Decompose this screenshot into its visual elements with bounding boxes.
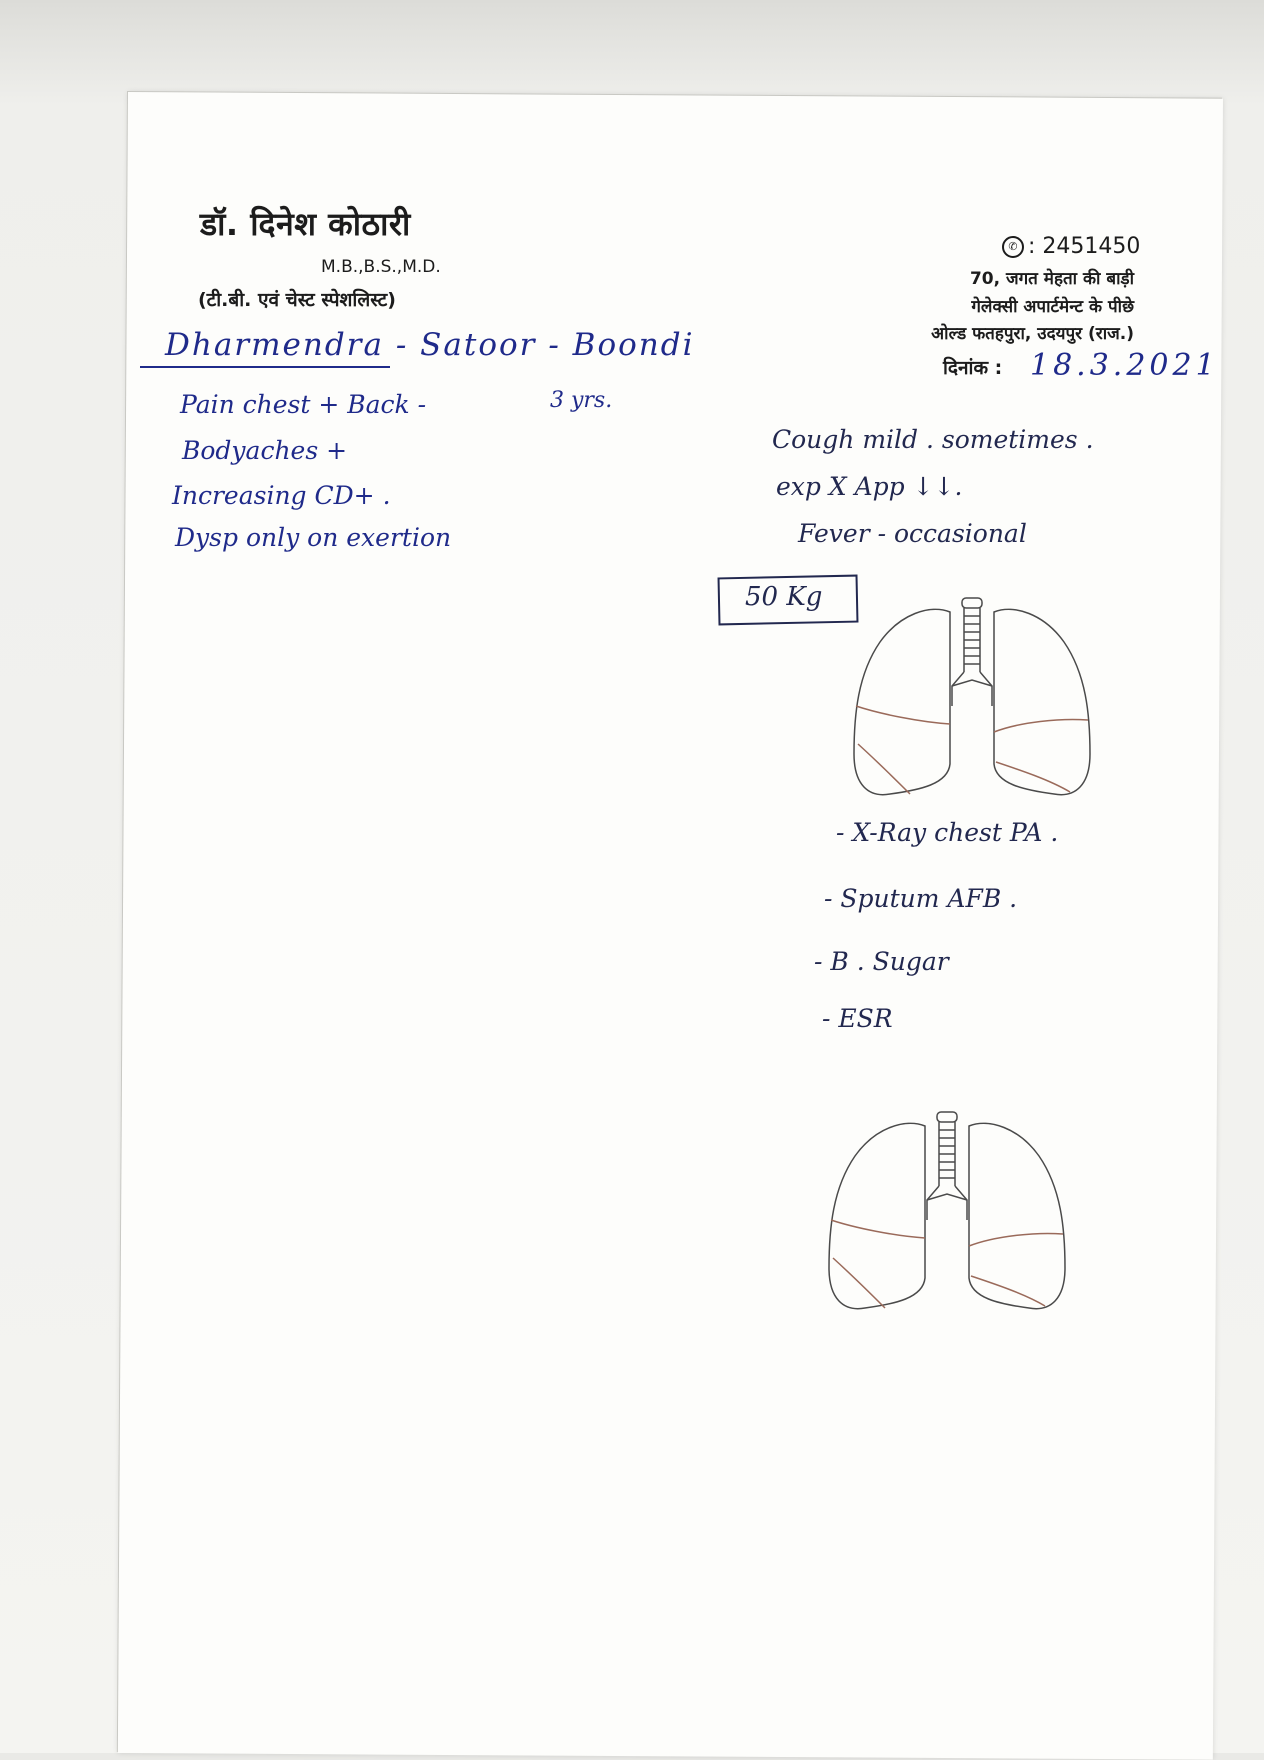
complaint-3: Increasing CD+ . [172,481,391,510]
patient-name: Dharmendra - Satoor - Boondi [165,327,695,363]
investigation-xray: - X-Ray chest PA . [836,818,1059,847]
patient-weight: 50 Kg [745,582,823,612]
investigation-sputum: - Sputum AFB . [824,884,1018,913]
patient-underline [140,366,390,368]
lungs-diagram-top [840,594,1102,810]
phone-text: : 2451450 [1028,234,1141,259]
doctor-degrees: M.B.,B.S.,M.D. [321,257,441,277]
date-label: दिनांक : [943,357,1003,379]
investigation-sugar: - B . Sugar [814,947,949,976]
address-line-1: 70, जगत मेहता की बाड़ी [969,269,1134,289]
complaint-duration: 3 yrs. [550,388,613,413]
doctor-name: डॉ. दिनेश कोठारी [200,205,411,243]
telephone-icon: ✆ [1002,236,1024,258]
doctor-specialty: (टी.बी. एवं चेस्ट स्पेशलिस्ट) [198,289,396,311]
complaint-2: Bodyaches + [182,436,348,465]
address-line-3: ओल्ड फतहपुरा, उदयपुर (राज.) [931,324,1134,344]
address-line-2: गेलेक्सी अपार्टमेन्ट के पीछे [971,297,1134,317]
history-2: exp X App ↓↓. [776,472,963,501]
investigation-esr: - ESR [822,1004,893,1033]
history-1: Cough mild . sometimes . [772,425,1094,454]
lungs-diagram-bottom [815,1108,1077,1324]
complaint-4: Dysp only on exertion [175,523,452,552]
history-3: Fever - occasional [798,519,1027,548]
phone-number [1002,234,1140,259]
complaint-1: Pain chest + Back - [180,390,427,419]
prescription-date: 18.3.2021 [1030,348,1219,383]
